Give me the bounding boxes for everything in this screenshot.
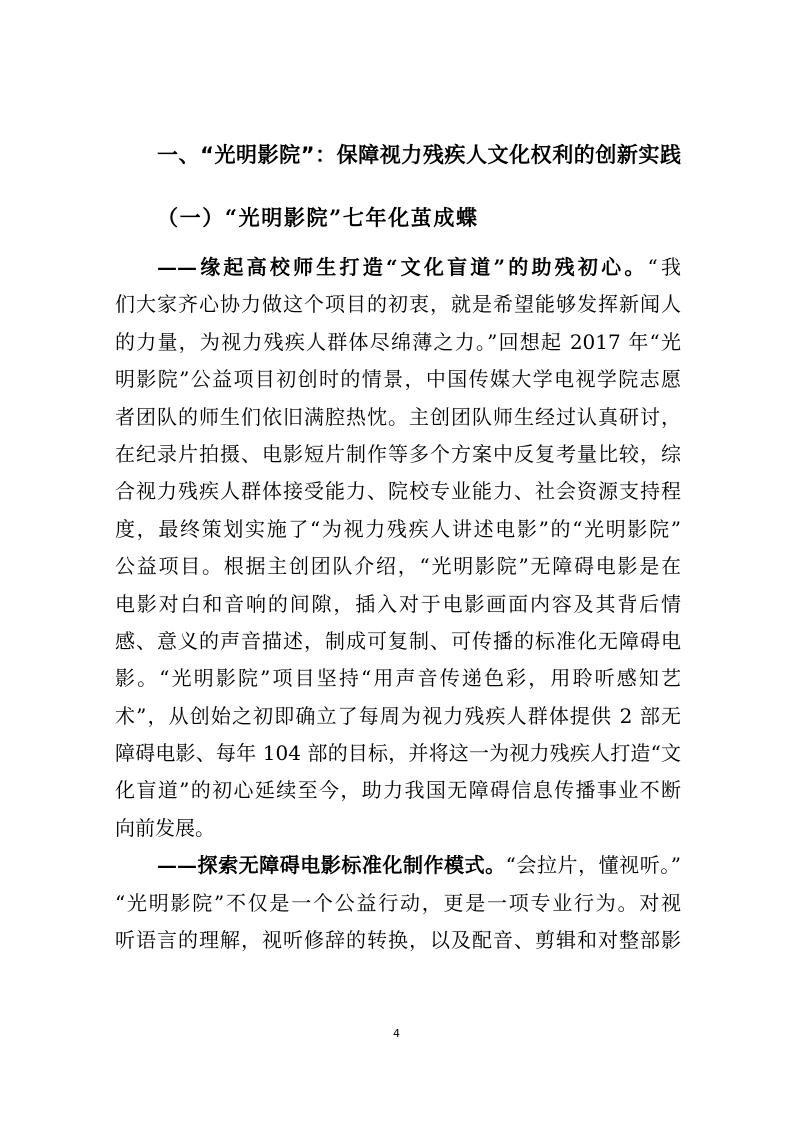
paragraph-line: 化盲道”的初心延续至今，助力我国无障碍信息传播事业不断 bbox=[115, 778, 681, 803]
paragraph-text: “会拉片，懂视听。” bbox=[505, 853, 681, 878]
paragraph-lead: ——探索无障碍电影标准化制作模式。 bbox=[157, 853, 506, 878]
paragraph-line: 者团队的师生们依旧满腔热忱。主创团队师生经过认真研讨， bbox=[115, 404, 681, 429]
paragraph-line: 在纪录片拍摄、电影短片制作等多个方案中反复考量比较，综 bbox=[115, 441, 681, 466]
paragraph-line: 听语言的理解，视听修辞的转换，以及配音、剪辑和对整部影 bbox=[115, 928, 681, 953]
paragraph-line: 们大家齐心协力做这个项目的初衷，就是希望能够发挥新闻人 bbox=[115, 292, 681, 317]
paragraph-standardization bbox=[115, 847, 681, 959]
paragraph-line: 明影院”公益项目初创时的情景，中国传媒大学电视学院志愿 bbox=[115, 367, 681, 392]
paragraph-line: 公益项目。根据主创团队介绍，“光明影院”无障碍电影是在 bbox=[115, 554, 681, 579]
page-number: 4 bbox=[393, 1027, 400, 1040]
paragraph-line: 影。“光明影院”项目坚持“用声音传递色彩，用聆听感知艺 bbox=[115, 666, 681, 691]
paragraph-line: 度，最终策划实施了“为视力残疾人讲述电影”的“光明影院” bbox=[115, 516, 681, 541]
paragraph-line: 的力量，为视力残疾人群体尽绵薄之力。”回想起 2017 年“光 bbox=[115, 329, 681, 354]
paragraph-line: 术”，从创始之初即确立了每周为视力残疾人群体提供 2 部无 bbox=[115, 703, 681, 728]
paragraph-line: “光明影院”不仅是一个公益行动，更是一项专业行为。对视 bbox=[115, 890, 681, 915]
document-body bbox=[115, 249, 681, 959]
paragraph-line bbox=[115, 847, 681, 884]
paragraph-line bbox=[115, 249, 681, 286]
paragraph-line: 感、意义的声音描述，制成可复制、可传播的标准化无障碍电 bbox=[115, 628, 681, 653]
paragraph-text: “我 bbox=[647, 255, 681, 279]
section-heading: 一、“光明影院”：保障视力残疾人文化权利的创新实践 bbox=[157, 143, 681, 167]
subsection-heading: （一）“光明影院”七年化茧成蝶 bbox=[157, 205, 477, 230]
paragraph-line: 合视力残疾人群体接受能力、院校专业能力、社会资源支持程 bbox=[115, 479, 681, 504]
paragraph-origin bbox=[115, 249, 681, 847]
paragraph-line: 向前发展。 bbox=[115, 815, 215, 840]
paragraph-line: 电影对白和音响的间隙，插入对于电影画面内容及其背后情 bbox=[115, 591, 681, 616]
paragraph-lead: ——缘起高校师生打造“文化盲道”的助残初心。 bbox=[157, 255, 648, 279]
paragraph-line: 障碍电影、每年 104 部的目标，并将这一为视力残疾人打造“文 bbox=[115, 741, 681, 766]
